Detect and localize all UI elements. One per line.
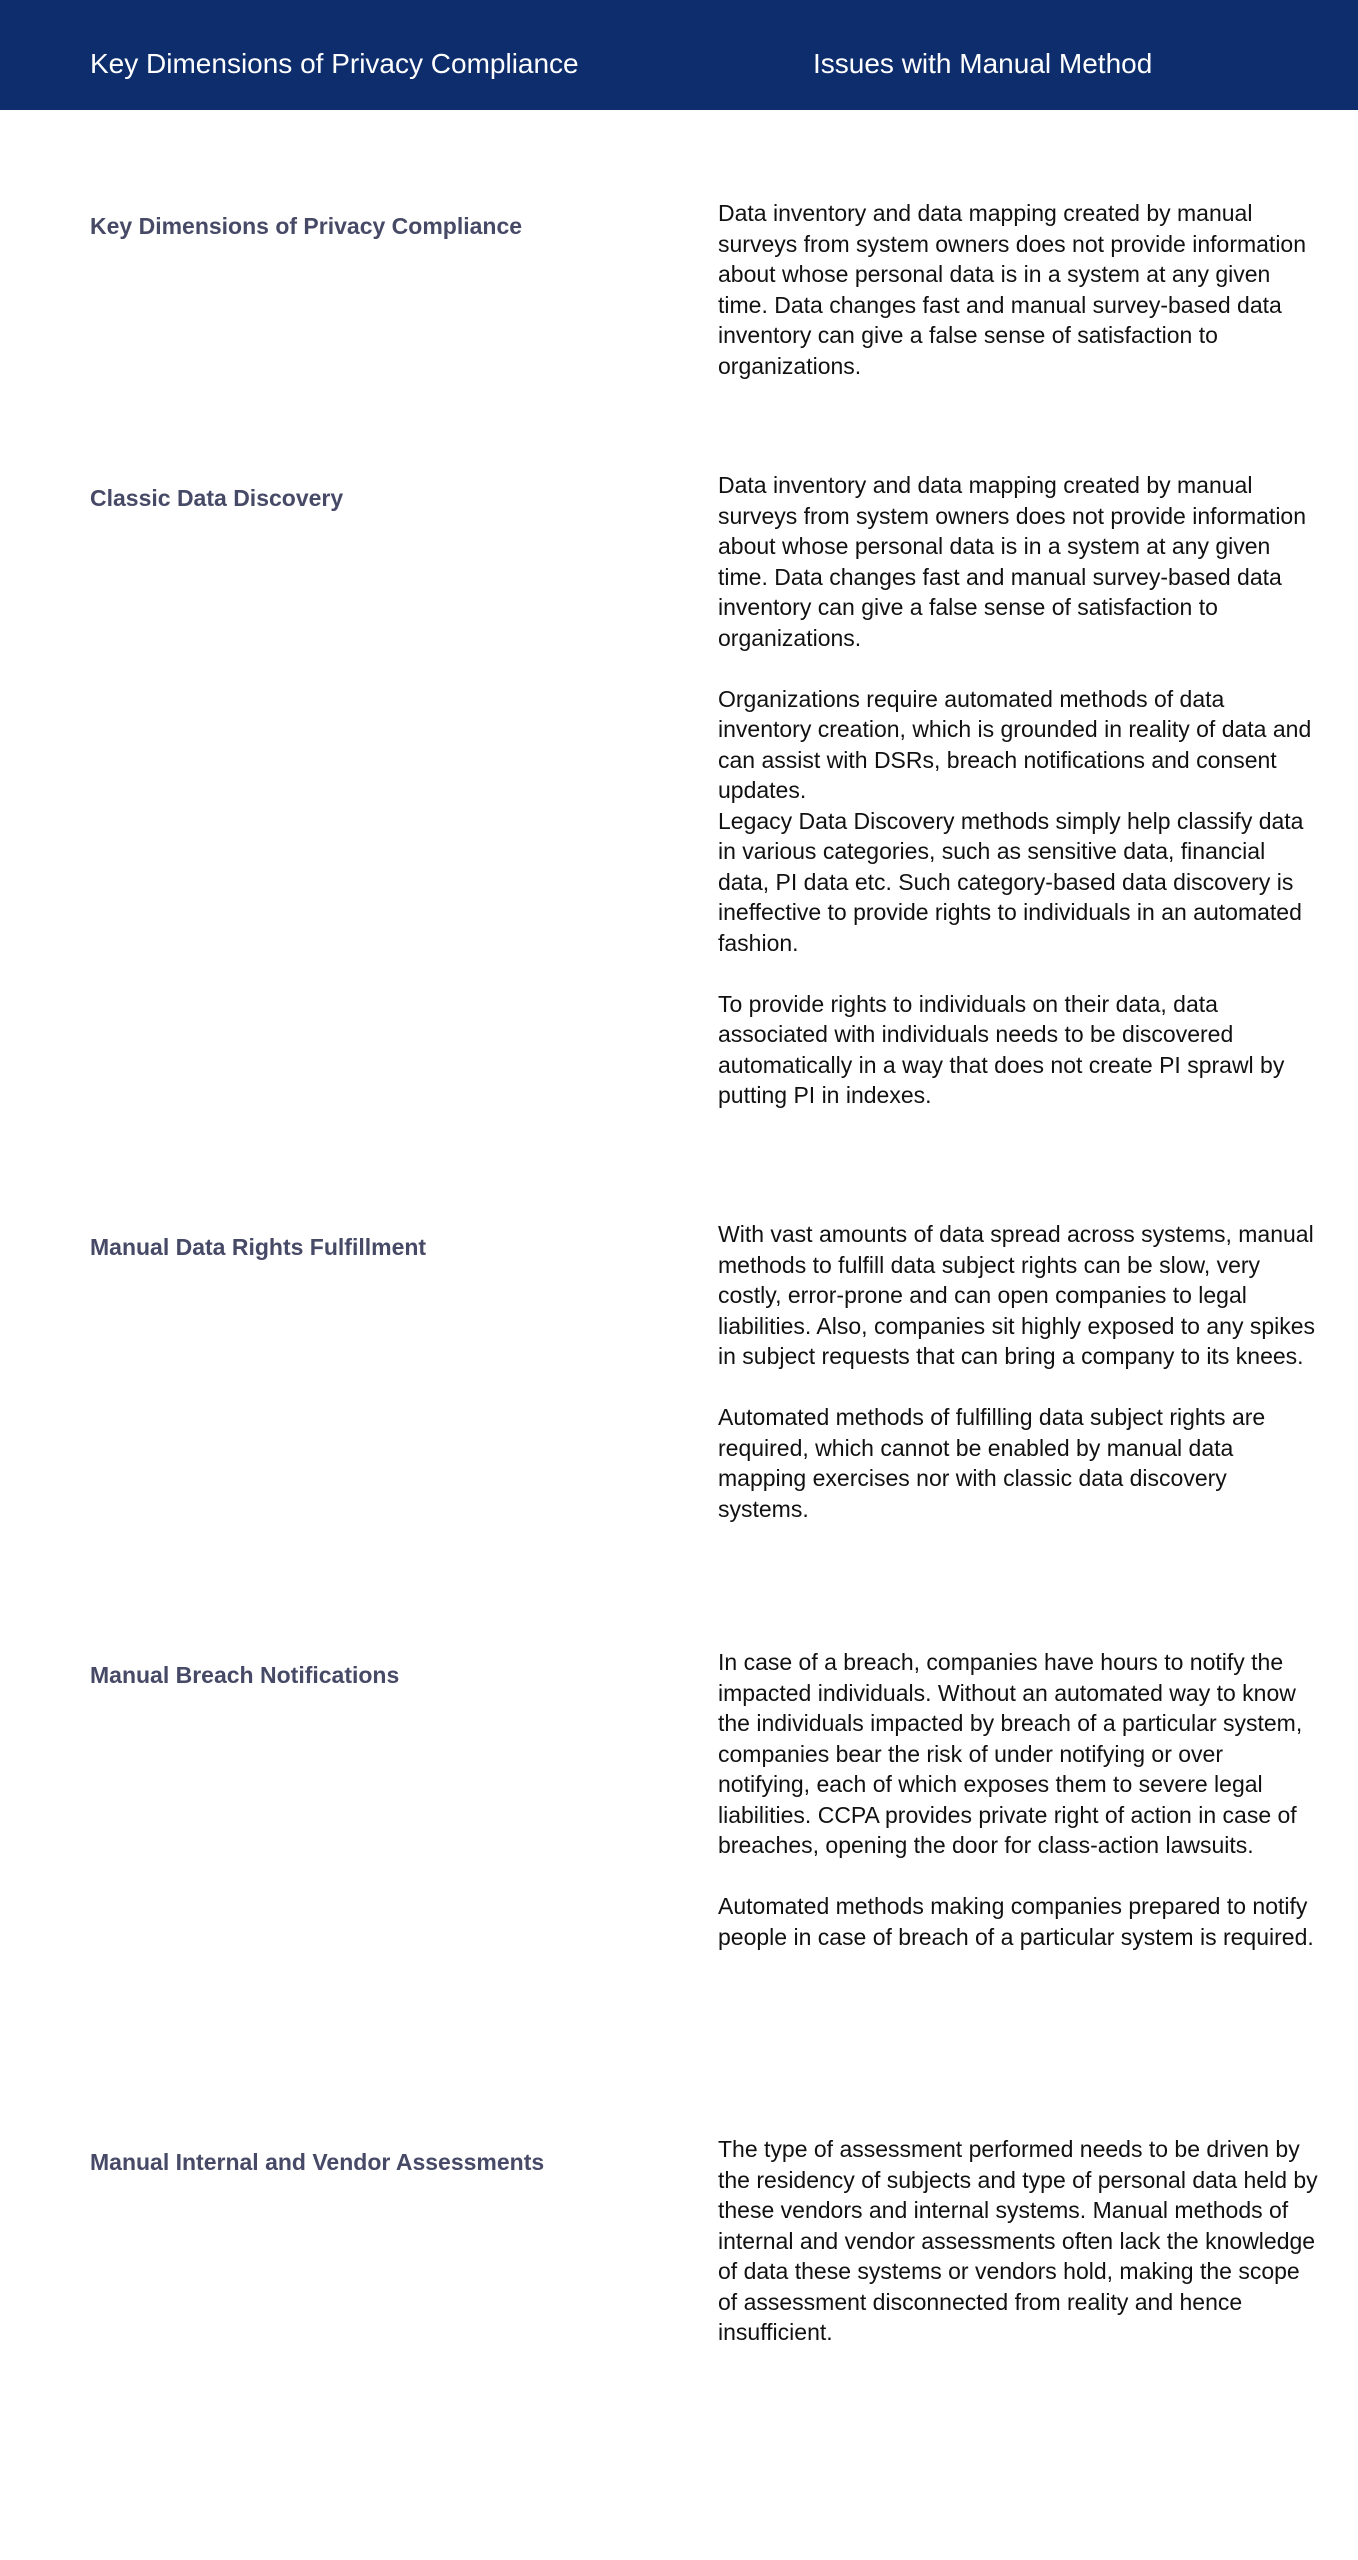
row-label: Classic Data Discovery [90,485,344,511]
row-label: Manual Breach Notifications [90,1662,400,1688]
description-paragraph: To provide rights to individuals on their data, data associated with individuals needs to be discovered automatically in a way that does not create PI sprawl by putting PI in indexes. [718,990,1285,1108]
row-description [718,1647,1318,1952]
description-paragraph: The type of assessment performed needs to be driven by the residency of subjects and type of personal data held by these vendors and internal systems. Manual methods of internal and vendor assessments often lack the knowledge of data these systems or vendors hold, making the scope of assessment disconnected from reality and hence insufficient. [718,2136,1318,2345]
row-label: Key Dimensions of Privacy Compliance [90,213,523,239]
description-paragraph: Data inventory and data mapping created by manual surveys from system owners does not provide information about whose personal data is in a system at any given time. Data changes fast and manual survey-based data inventory can give a false sense of satisfaction to organizations. [718,200,1307,379]
description-paragraph: Legacy Data Discovery methods simply help classify data in various categories, such as sensitive data, financial data, PI data etc. Such category-based data discovery is ineffective to provide rights to individuals in an automated fashion. [718,807,1304,956]
row-description [718,1219,1318,1524]
row-label: Manual Data Rights Fulfillment [90,1234,427,1260]
description-paragraph: With vast amounts of data spread across systems, manual methods to fulfill data subject rights can be slow, very costly, error-prone and can open companies to legal liabilities. Also, companies sit highly exposed to any spikes in subject requests that can bring a company to its knees. [718,1221,1316,1369]
header-right-title: Issues with Manual Method [813,48,1153,79]
table-header [0,0,1358,110]
description-paragraph: Automated methods of fulfilling data subject rights are required, which cannot be enabled by manual data mapping exercises nor with classic data discovery systems. [718,1404,1266,1522]
row-description [718,470,1318,1111]
row-description [718,2134,1318,2348]
description-paragraph: Automated methods making companies prepared to notify people in case of breach of a particular system is required. [718,1893,1314,1950]
row-label: Manual Internal and Vendor Assessments [90,2149,545,2175]
row-description [718,198,1318,381]
header-left-title: Key Dimensions of Privacy Compliance [90,48,579,79]
description-paragraph: Organizations require automated methods of data inventory creation, which is grounded in reality of data and can assist with DSRs, breach notifications and consent updates. [718,685,1312,803]
description-paragraph: Data inventory and data mapping created by manual surveys from system owners does not provide information about whose personal data is in a system at any given time. Data changes fast and manual survey-based data inventory can give a false sense of satisfaction to organizations. [718,472,1307,651]
description-paragraph: In case of a breach, companies have hours to notify the impacted individuals. Without an automated way to know the individuals impacted by breach of a particular system, companies bear the risk of under notifying or over notifying, each of which exposes them to severe legal liabilities. CCPA provides private right of action in case of breaches, opening the door for class-action lawsuits. [718,1649,1303,1858]
